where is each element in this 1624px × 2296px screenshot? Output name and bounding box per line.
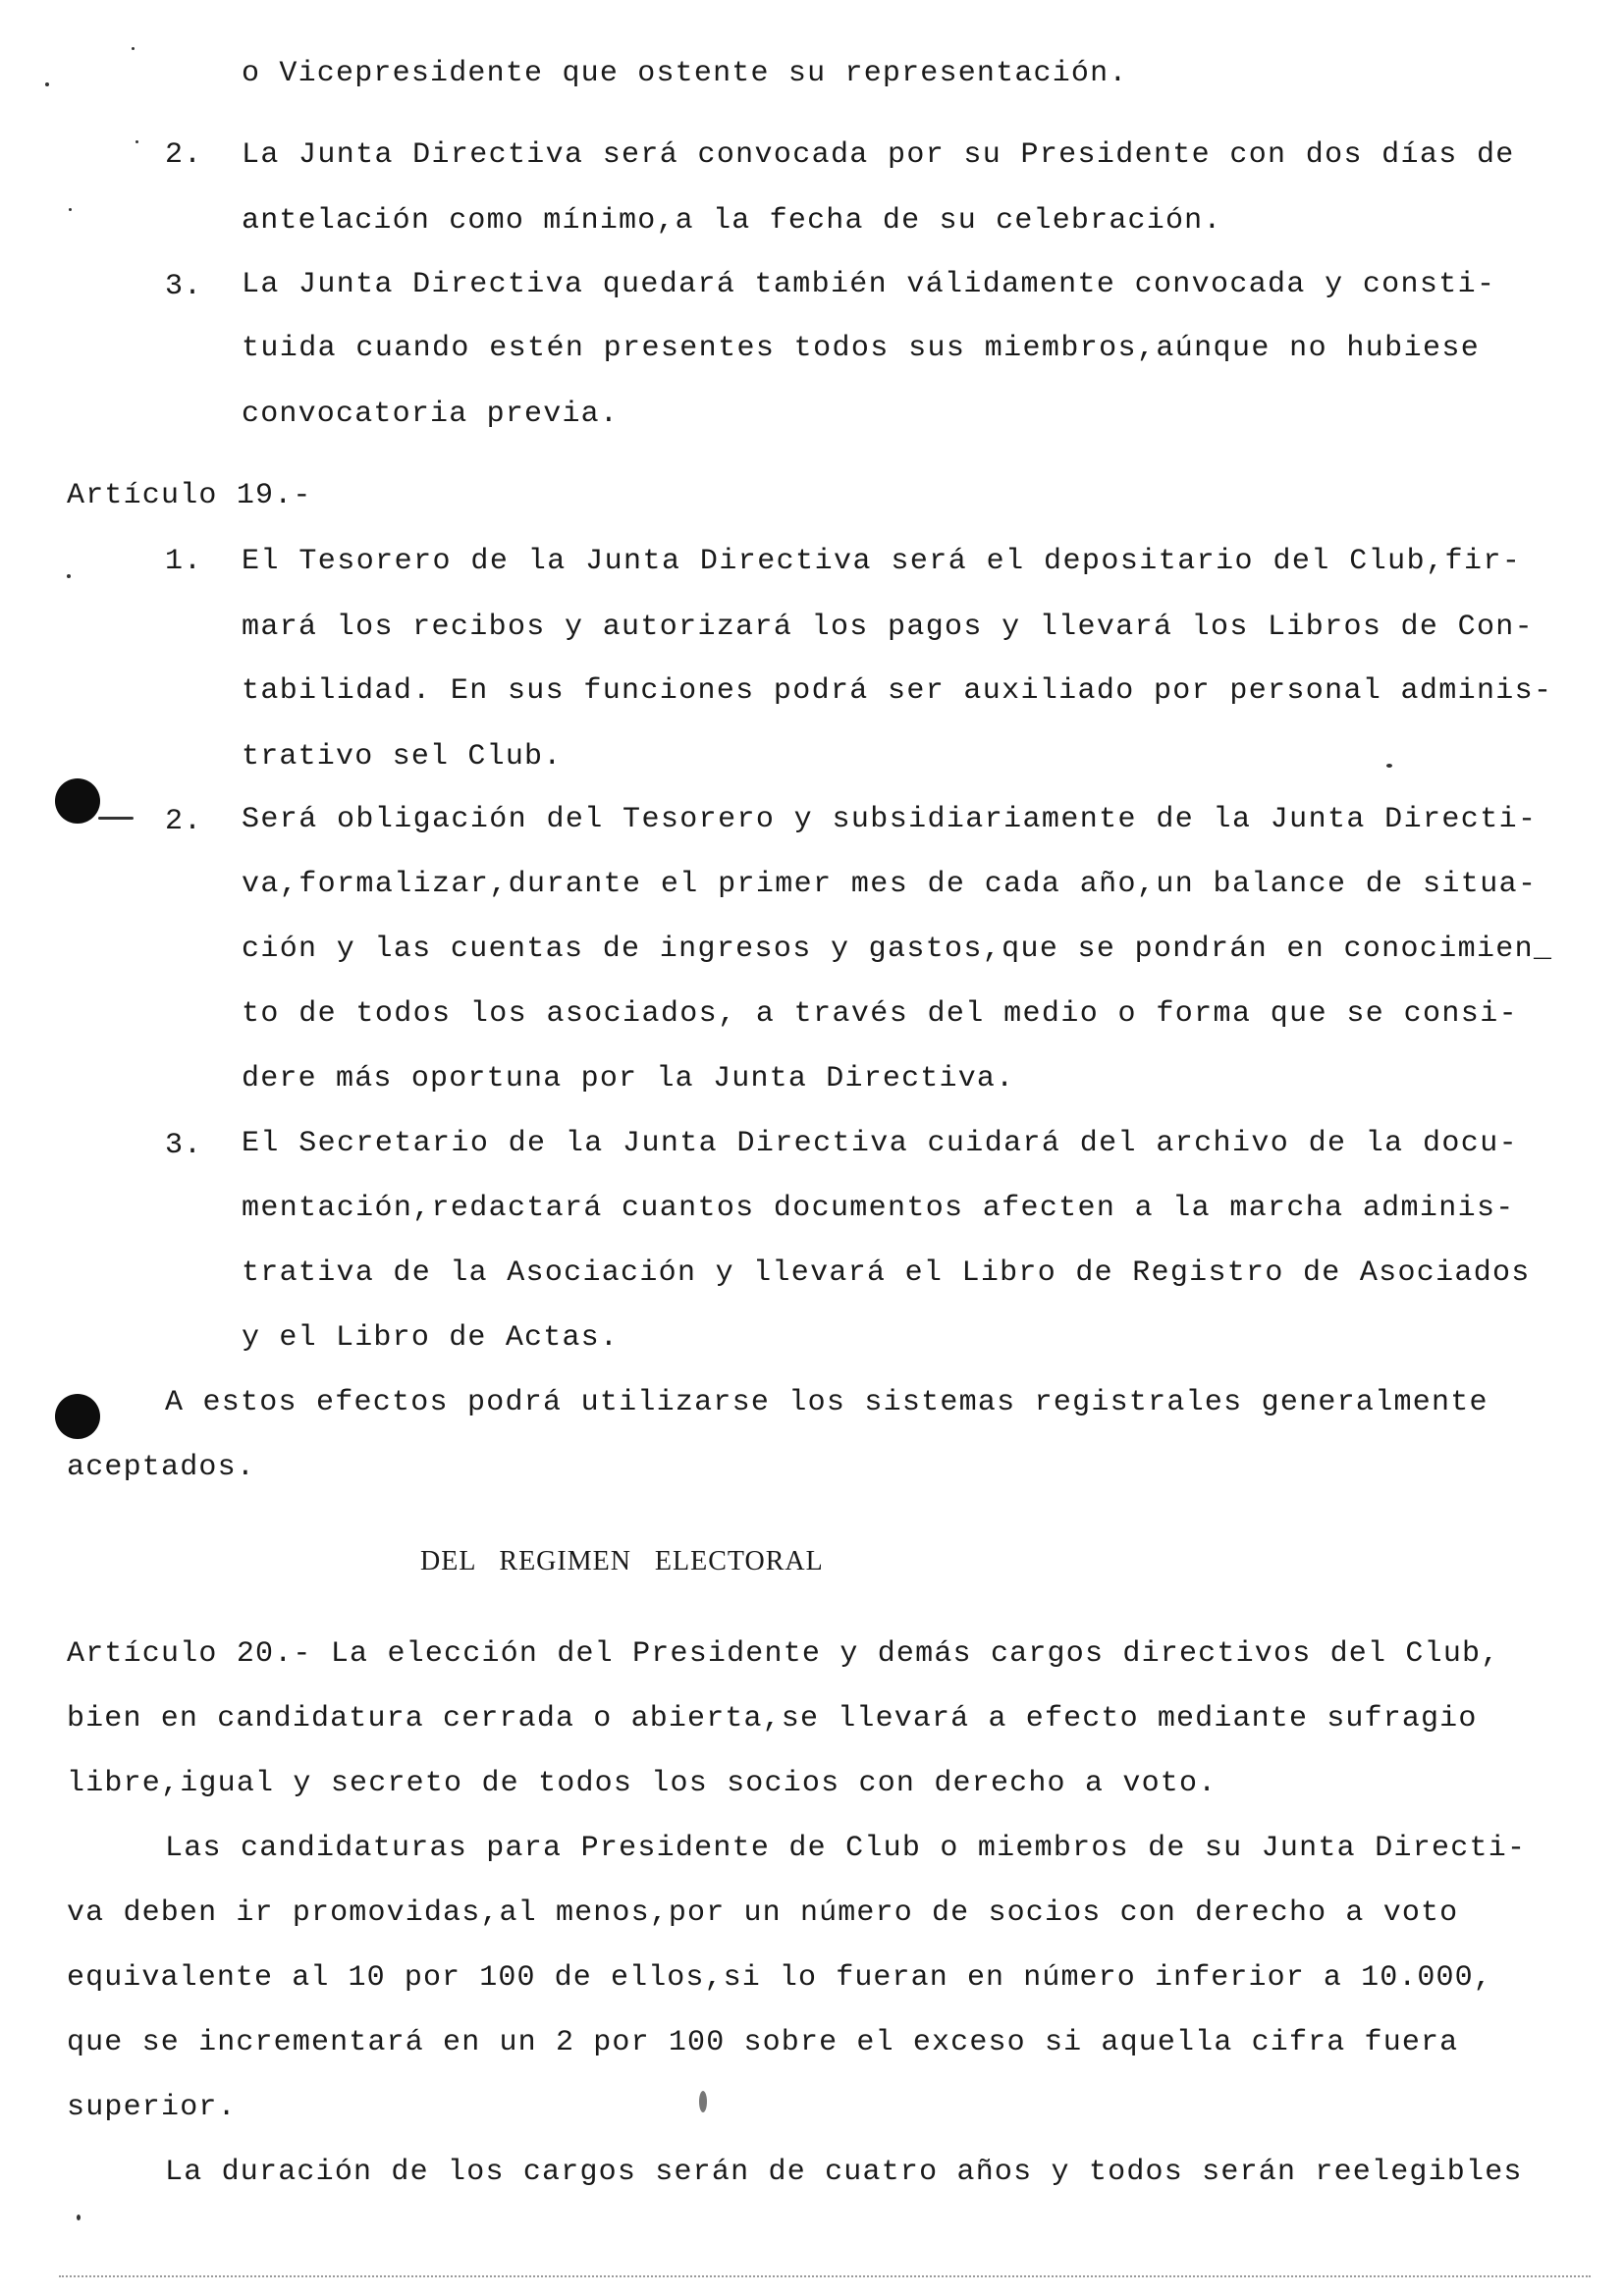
text-line: La Junta Directiva quedará también válidamente convocada y consti- <box>242 268 1496 301</box>
text-line: Será obligación del Tesorero y subsidiariamente de la Junta Directi- <box>242 803 1538 836</box>
text-line: to de todos los asociados, a través del medio o forma que se consi- <box>242 997 1518 1031</box>
item-number: 3. <box>165 1129 203 1162</box>
scan-speck <box>135 140 138 143</box>
punch-hole-mark <box>55 1394 100 1439</box>
scan-speck <box>69 208 72 211</box>
scan-speck <box>132 47 135 50</box>
scan-speck <box>98 817 134 820</box>
text-line: equivalente al 10 por 100 de ellos,si lo fueran en número inferior a 10.000, <box>67 1961 1492 1995</box>
text-line: mará los recibos y autorizará los pagos y llevará los Libros de Con- <box>242 611 1534 644</box>
text-line: va deben ir promovidas,al menos,por un número de socios con derecho a voto <box>67 1896 1459 1930</box>
text-line: bien en candidatura cerrada o abierta,se llevará a efecto mediante sufragio <box>67 1702 1478 1735</box>
section-heading: DEL REGIMEN ELECTORAL <box>420 1546 824 1576</box>
text-line: antelación como mínimo,a la fecha de su celebración. <box>242 204 1222 238</box>
text-line: va,formalizar,durante el primer mes de cada año,un balance de situa- <box>242 868 1538 901</box>
text-line: convocatoria previa. <box>242 398 620 431</box>
text-line: que se incrementará en un 2 por 100 sobre el exceso si aquella cifra fuera <box>67 2026 1459 2059</box>
item-number: 1. <box>165 545 203 578</box>
text-line: tuida cuando estén presentes todos sus miembros,aúnque no hubiese <box>242 332 1481 365</box>
scan-speck <box>699 2091 707 2112</box>
text-line: Artículo 20.- La elección del Presidente y demás cargos directivos del Club, <box>67 1637 1500 1671</box>
item-number: 2. <box>165 805 203 838</box>
scan-speck <box>67 574 71 578</box>
scan-speck <box>1386 764 1392 768</box>
punch-hole-mark <box>55 778 100 824</box>
text-line: Las candidaturas para Presidente de Club o miembros de su Junta Directi- <box>165 1832 1527 1865</box>
text-line: trativo sel Club. <box>242 740 563 774</box>
text-line: y el Libro de Actas. <box>242 1321 620 1355</box>
text-line: tabilidad. En sus funciones podrá ser auxiliado por personal adminis- <box>242 674 1553 708</box>
text-line: El Tesorero de la Junta Directiva será el depositario del Club,fir- <box>242 545 1522 578</box>
text-line: o Vicepresidente que ostente su representación. <box>242 57 1128 90</box>
text-line: La duración de los cargos serán de cuatro años y todos serán reelegibles <box>165 2156 1523 2189</box>
text-line: El Secretario de la Junta Directiva cuidará del archivo de la docu- <box>242 1127 1518 1160</box>
text-line: superior. <box>67 2091 237 2124</box>
text-line: mentación,redactará cuantos documentos afecten a la marcha adminis- <box>242 1192 1515 1225</box>
text-line: aceptados. <box>67 1451 256 1484</box>
text-line: dere más oportuna por la Junta Directiva. <box>242 1062 1015 1095</box>
text-line: trativa de la Asociación y llevará el Libro de Registro de Asociados <box>242 1256 1531 1290</box>
text-line: La Junta Directiva será convocada por su Presidente con dos días de <box>242 138 1515 172</box>
page-edge <box>59 2275 1591 2277</box>
text-line: A estos efectos podrá utilizarse los sistemas registrales generalmente <box>165 1386 1489 1419</box>
article-heading: Artículo 19.- <box>67 479 312 512</box>
text-line: libre,igual y secreto de todos los socios con derecho a voto. <box>67 1767 1218 1800</box>
scan-speck <box>77 2215 81 2220</box>
item-number: 2. <box>165 138 203 172</box>
item-number: 3. <box>165 270 203 303</box>
scan-speck <box>45 82 49 86</box>
text-line: ción y las cuentas de ingresos y gastos,que se pondrán en conocimien_ <box>242 933 1553 966</box>
